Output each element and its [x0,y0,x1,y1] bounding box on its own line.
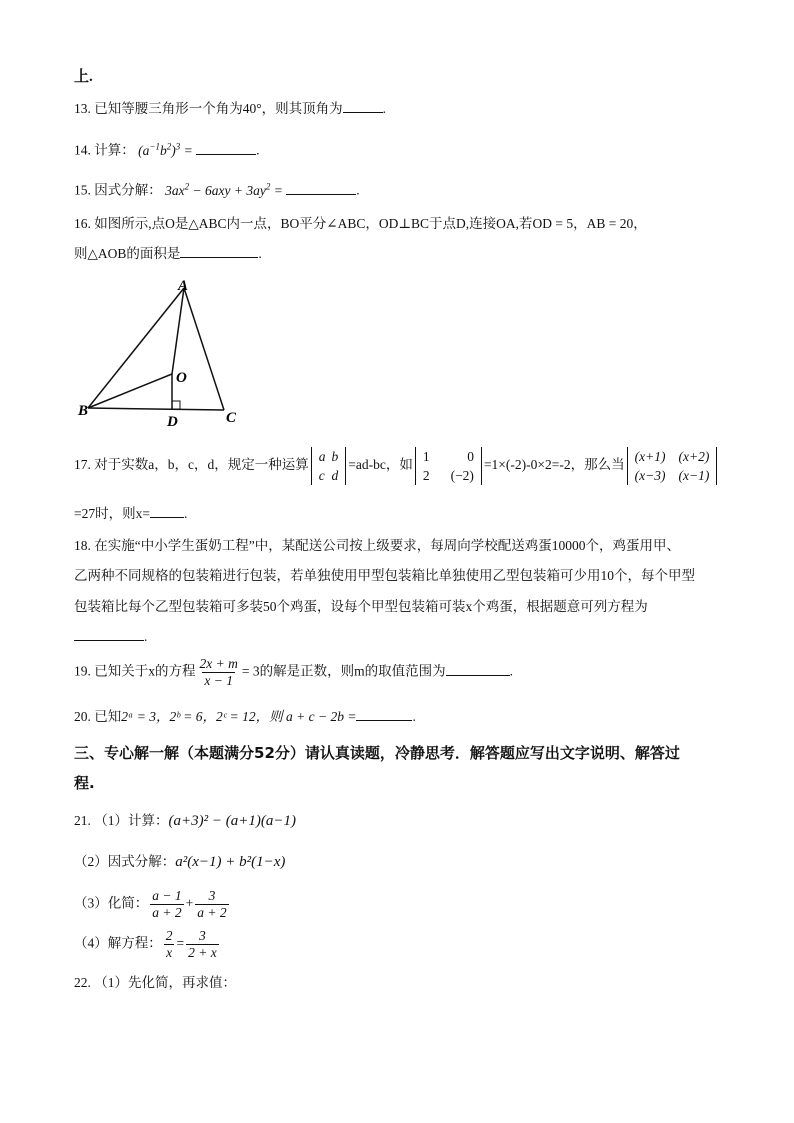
q16-end: . [258,246,262,261]
q13-text: 已知等腰三角形一个角为40°，则其顶角为 [94,101,343,116]
q15-end: . [356,182,360,198]
question-16-line2 [74,245,262,263]
q20-end: . [412,709,416,724]
q18-end: . [144,629,148,644]
q19-post: = 3的解是正数，则m的取值范围为 [241,663,446,679]
q14-text: 计算： [94,142,135,158]
q17-answer-blank [150,505,184,518]
question-20 [74,708,416,726]
q21-p3-fraction2 [195,888,228,921]
q21-p2-expression: a²(x−1) + b²(1−x) [175,854,286,870]
q19-pre: 已知关于x的方程 [94,663,196,679]
q21-p3-label: （3）化简： [74,895,149,911]
q21-p4-label: （4）解方程： [74,935,162,951]
q14-end: . [256,142,260,158]
question-13 [74,100,386,118]
question-21-part4: （4）解方程： $\frac{2}{x}$ = $\frac{3}{2 + x}$ [74,928,217,960]
page-top-text: 上. [74,69,93,85]
q15-number: 15. [74,182,91,198]
q21-p3-fraction1 [150,888,183,921]
q19-number: 19. [74,663,91,679]
q21-p1-label: （1）计算： [94,813,169,828]
q22-number: 22. [74,975,91,990]
q20-answer-blank [356,708,412,721]
question-18-line3 [74,598,648,616]
q17-mid2: =1×(-2)-0×2=-2，那么当 [483,457,625,473]
q15-expression: $3ax^2 - 6axy + 3ay^2$ = [165,181,283,198]
q21-number: 21. [74,813,91,828]
q17-line2: =27时，则x= [74,506,150,521]
question-18-line4 [74,628,147,646]
det3-21: (x−3) [634,468,666,483]
q21-p3-num1: a − 1 [152,888,182,903]
section-3-heading-line1: 三、专心解一解（本题满分52分）请认真读题，冷静思考．解答题应写出文字说明、解答过 [74,744,680,762]
q17-mid1: =ad-bc，如 [348,457,413,473]
q21-p2-label: （2）因式分解： [74,854,176,869]
label-C: C [226,410,237,426]
q15-answer-blank [286,182,356,195]
q17-pre: 对于实数a，b，c，d，规定一种运算 [94,457,309,473]
q18-line3: 包装箱比每个乙型包装箱可多装50个鸡蛋，设每个甲型包装箱可装x个鸡蛋，根据题意可列方程为 [74,599,648,614]
det3-22: (x−1) [678,468,710,483]
q13-number: 13. [74,101,91,116]
label-O: O [176,370,187,386]
q21-p4-fraction2 [186,928,219,961]
question-14 [74,137,259,160]
question-19 [74,656,513,689]
question-18-line2 [74,567,695,585]
label-A: A [178,278,189,294]
q17-end: . [183,506,188,521]
q17-determinant-example [415,447,482,485]
q21-p4-den2: 2 + x [188,945,217,960]
det1-c: c [318,468,325,483]
question-21-part1 [74,812,296,830]
q19-fraction [198,656,240,689]
q21-p4-den1: x [166,945,173,960]
q17-number: 17. [74,457,91,473]
label-B: B [78,403,89,419]
q16-text-line2: 则△AOB的面积是 [74,246,181,261]
det3-11: (x+1) [634,449,666,464]
det2-21: 2 [422,468,430,483]
q18-answer-blank [74,628,144,641]
q16-number: 16. [74,216,91,231]
question-21-part2 [74,853,285,871]
q19-end: . [509,663,513,679]
q21-p4-fraction1 [164,928,175,961]
q13-answer-blank [343,100,383,113]
q21-p1-expression: (a+3)² − (a+1)(a−1) [168,813,296,829]
det2-22: (−2) [450,468,474,483]
triangle-figure [74,274,254,430]
q21-p4-num1: 2 [165,928,173,943]
det1-a: a [318,449,326,464]
det2-12: 0 [467,449,474,464]
q16-answer-blank [180,245,258,258]
question-18-line1 [74,537,680,555]
q18-line2: 乙两种不同规格的包装箱进行包装，若单独使用甲型包装箱比单独使用乙型包装箱可少用10个，每个甲型 [74,568,695,583]
q21-p4-num2: 3 [199,928,206,943]
q17-determinant-x [627,447,718,485]
q21-p3-num2: 3 [208,888,216,903]
q14-answer-blank [196,142,256,155]
q19-numerator: 2x + m [199,656,238,671]
q13-end: . [382,101,387,116]
q20-pre: 已知 [94,709,122,724]
question-21-part3: （3）化简： $\frac{a - 1}{a + 2}$ + $\frac{3}{a + 2}$ [74,888,227,920]
label-D: D [167,414,178,430]
question-16-line1 [74,215,647,233]
det1-b: b [331,449,339,464]
det1-d: d [331,468,339,483]
det3-12: (x+2) [678,449,710,464]
q18-number: 18. [74,538,91,553]
question-17-line2 [74,505,187,523]
q14-number: 14. [74,142,91,158]
q21-p3-den2: a + 2 [197,905,227,920]
q20-number: 20. [74,709,91,724]
q19-answer-blank [446,663,510,676]
section-3-heading-line2: 程. [74,774,95,792]
question-22 [74,974,236,992]
q19-denominator: x − 1 [204,673,233,688]
q21-p3-den1: a + 2 [152,905,182,920]
q20-expression: 2ᵃ = 3，2ᵇ = 6，2ᶜ = 12，则 a + c − 2b = [121,709,357,724]
question-15 [74,177,360,200]
q18-line1: 在实施“中小学生蛋奶工程”中，某配送公司按上级要求，每周向学校配送鸡蛋10000个，鸡蛋用甲、 [94,538,680,553]
q22-text: （1）先化简，再求值： [94,975,236,990]
question-17 [74,447,719,485]
det2-11: 1 [422,449,430,464]
q14-expression: $(a^{-1}b^2)^3$ = [138,141,193,158]
q16-text-line1: 如图所示,点O是△ABC内一点，BO平分∠ABC，OD⊥BC于点D,连接OA,若OD = 5，AB = 20， [94,216,647,231]
q15-text: 因式分解： [94,182,162,198]
q17-determinant-abcd [311,447,347,485]
